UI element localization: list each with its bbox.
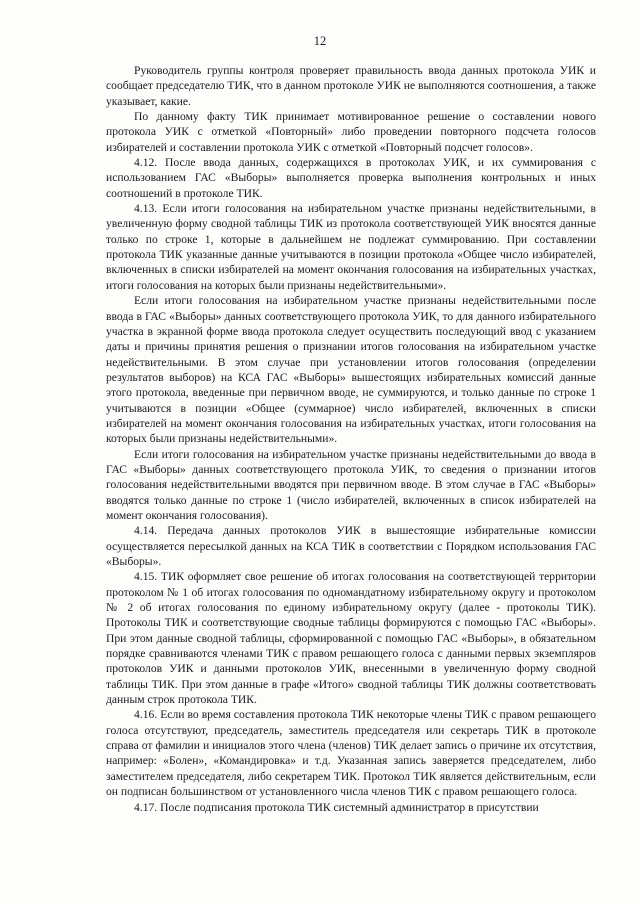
paragraph: 4.17. После подписания протокола ТИК системный администратор в присутствии <box>134 800 539 814</box>
paragraph: 4.13. Если итоги голосования на избирательном участке признаны недействительными, в увеличенную форму сводной таблицы ТИК из протокола соответствующей УИК вносятся данные только по строке 1, которые в дальнейшем не подлежат суммированию. При составлении протокола ТИК указанные данные учитываются в позиции протокола «Общее число избирателей, включенных в списки избирателей на момент окончания голосования на избирательных участках, итоги голосования на которых были признаны недействительными». <box>106 202 596 292</box>
paragraph: По данному факту ТИК принимает мотивированное решение о составлении нового протокола УИК с отметкой «Повторный» либо проведении повторного подсчета голосов избирателей и составлении протокола УИК с отметкой «Повторный подсчет голосов». <box>106 110 596 154</box>
paragraph: 4.15. ТИК оформляет свое решение об итогах голосования на соответствующей территории протоколом № 1 об итогах голосования по одномандатному избирательному округу и протоколом № 2 об итогах голосования по единому избирательному округу (далее - протоколы ТИК). Протоколы ТИК и соответствующие сводные таблицы формируются с помощью ГАС «Выборы». При этом данные сводной таблицы, сформированной с помощью ГАС «Выборы», в обязательном порядке сравниваются членами ТИК с правом решающего голоса с данными первых экземпляров протоколов УИК и данными протоколов УИК, внесенными в увеличенную форму сводной таблицы ТИК. При этом данные в графе «Итого» сводной таблицы ТИК должны соответствовать данным строк протокола ТИК. <box>106 570 596 707</box>
paragraph: 4.16. Если во время составления протокола ТИК некоторые члены ТИК с правом решающего голоса отсутствуют, председатель, заместитель председателя или секретарь ТИК в протоколе справа от фамилии и инициалов этого члена (членов) ТИК делает запись о причине их отсутствия, например: «Болен», «Командировка» и т.д. Указанная запись заверяется председателем, либо заместителем председателя, либо секретарем ТИК. Протокол ТИК является действительным, если он подписан большинством от установленного числа членов ТИК с правом решающего голоса. <box>106 708 596 799</box>
document-body <box>106 63 596 815</box>
paragraph: 4.12. После ввода данных, содержащихся в протоколах УИК, и их суммирования с использованием ГАС «Выборы» выполняется проверка выполнения контрольных и иных соотношений в протоколе ТИК. <box>106 156 596 200</box>
paragraph: Если итоги голосования на избирательном участке признаны недействительными до ввода в ГАС «Выборы» данных соответствующего протокола УИК, то сведения о признании итогов голосования недействительными вводятся при первичном вводе. В этом случае в ГАС «Выборы» вводятся только данные по строке 1 (число избирателей, включенных в список избирателей на момент окончания голосования). <box>106 447 596 522</box>
paragraph: Руководитель группы контроля проверяет правильность ввода данных протокола УИК и сообщает председателю ТИК, что в данном протоколе УИК не выполняются соотношения, а также указывает, какие. <box>106 64 596 108</box>
page-number: 12 <box>313 34 327 48</box>
paragraph: Если итоги голосования на избирательном участке признаны недействительными после ввода в ГАС «Выборы» данных соответствующего протокола УИК, то для данного избирательного участка в экранной форме ввода протокола следует осуществить последующий ввод с указанием даты и причины принятия решения о признании итогов голосования на избирательном участке недействительными. В этом случае при установлении итогов голосования (определении результатов выборов) на КСА ГАС «Выборы» вышестоящих избирательных комиссий данные этого протокола, введенные при первичном вводе, не суммируются, и только данные по строке 1 учитываются в позиции «Общее (суммарное) число избирателей, включенных в списки избирателей на момент окончания голосования на избирательных участках, итоги голосования на которых были признаны недействительными». <box>106 294 596 446</box>
paragraph: 4.14. Передача данных протоколов УИК в вышестоящие избирательные комиссии осуществляется пересылкой данных на КСА ТИК в соответствии с Порядком использования ГАС «Выборы». <box>106 524 596 568</box>
